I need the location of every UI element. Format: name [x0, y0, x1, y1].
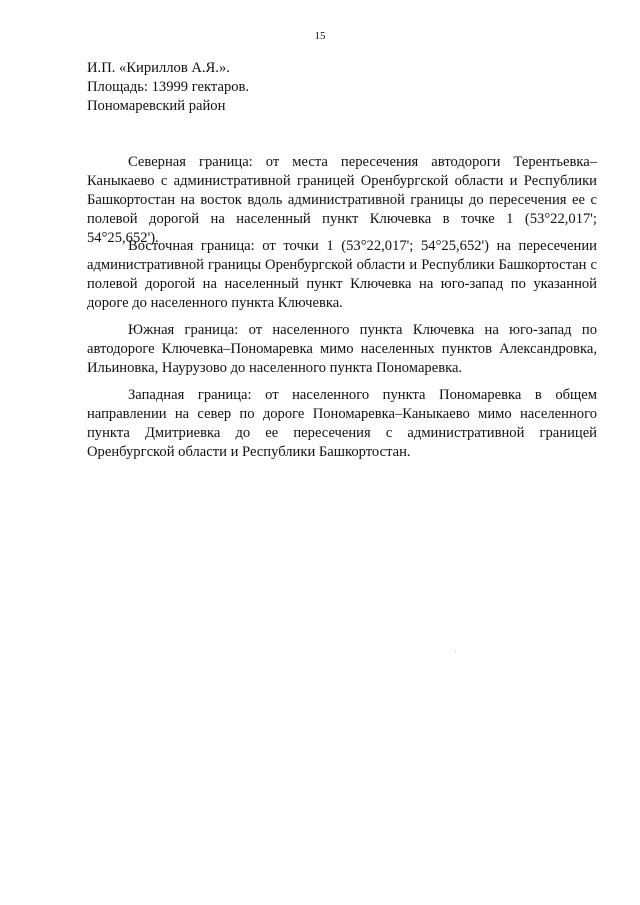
district-line: Пономаревский район	[87, 98, 226, 114]
south-boundary-paragraph: Южная граница: от населенного пункта Ключевка на юго-запад по автодороге Ключевка–Пономаревка мимо населенных пунктов Александровка, Ильиновка, Наурузово до населенного пункта Пономаревка.	[87, 322, 597, 376]
north-boundary-paragraph: Северная граница: от места пересечения автодороги Терентьевка–Каныкаево с административной границей Оренбургской области и Республики Башкортостан на восток вдоль административной границы до пересечения ее с полевой дорогой на населенный пункт Ключевка в точке 1 (53°22,017'; 54°25,652').	[87, 154, 597, 246]
document-header	[87, 59, 597, 116]
west-boundary-paragraph: Западная граница: от населенного пункта Пономаревка в общем направлении на север по дороге Пономаревка–Каныкаево мимо населенного пункта Дмитриевка до ее пересечения с административной границей Оренбургской области и Республики Башкортостан.	[87, 387, 597, 460]
scan-artifact-dot	[455, 651, 456, 652]
east-boundary-paragraph: Восточная граница: от точки 1 (53°22,017'; 54°25,652') на пересечении административной границы Оренбургской области и Республики Башкортостан с полевой дорогой на населенный пункт Ключевка на юго-запад по указанной дороге до населенного пункта Ключевка.	[87, 238, 597, 311]
owner-line: И.П. «Кириллов А.Я.».	[87, 60, 230, 76]
page-number: 15	[314, 30, 326, 42]
area-line: Площадь: 13999 гектаров.	[87, 79, 250, 95]
